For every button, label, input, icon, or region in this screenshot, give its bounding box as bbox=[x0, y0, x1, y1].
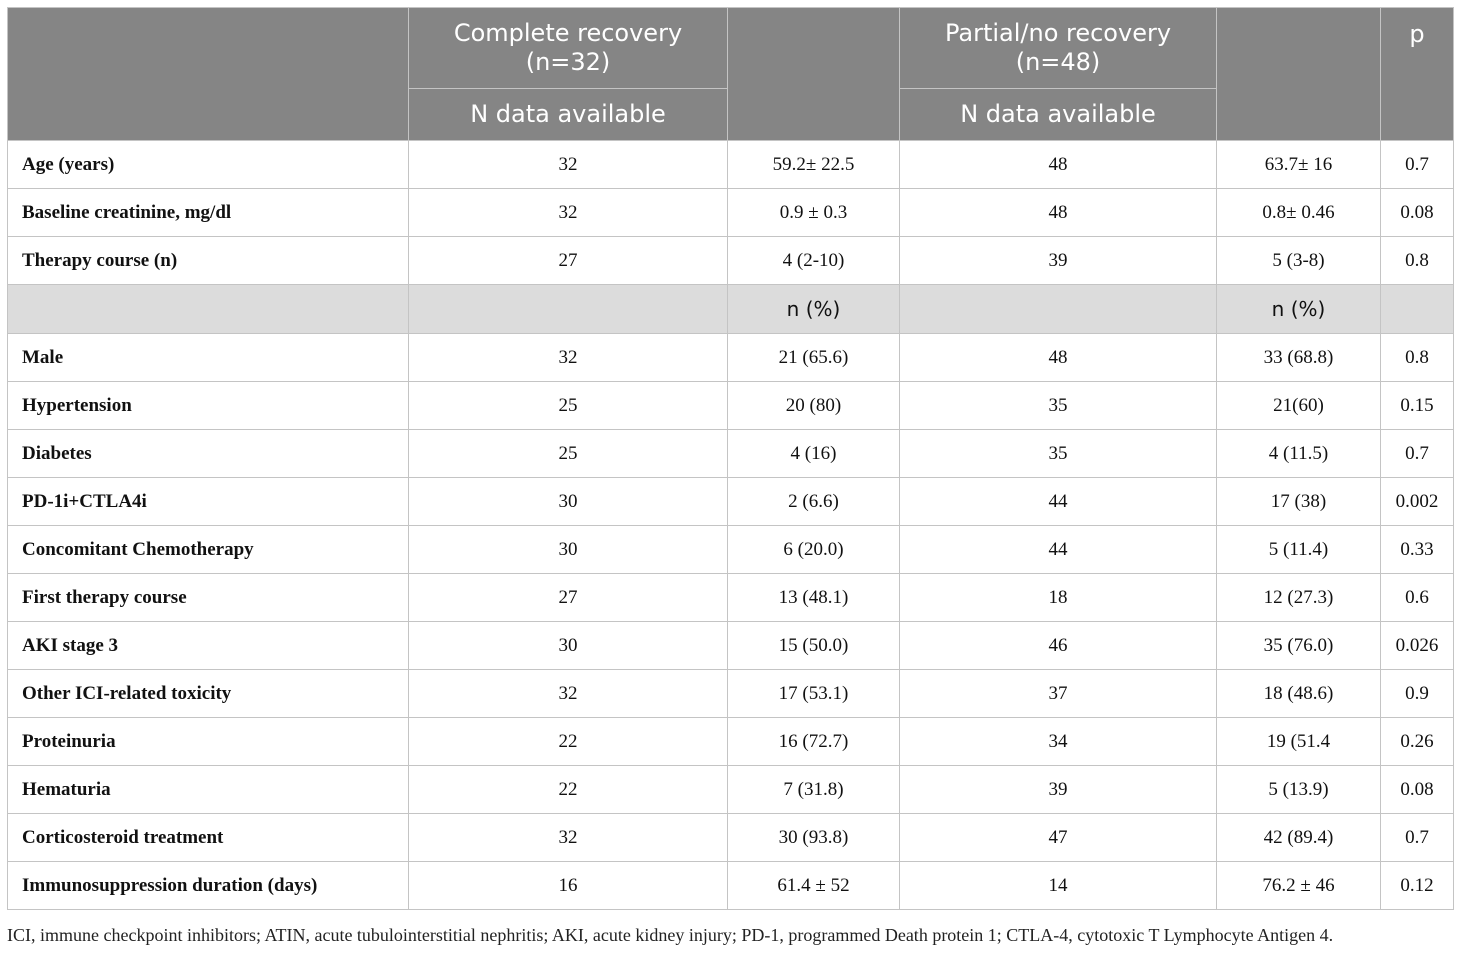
partial-n-available: 48 bbox=[900, 189, 1217, 237]
partial-value: 5 (11.4) bbox=[1217, 526, 1381, 574]
partial-value: 35 (76.0) bbox=[1217, 622, 1381, 670]
partial-n-available: 47 bbox=[900, 814, 1217, 862]
table-row bbox=[8, 574, 1454, 622]
p-value: 0.08 bbox=[1381, 189, 1454, 237]
row-label: Concomitant Chemotherapy bbox=[8, 526, 409, 574]
complete-n-available: 32 bbox=[409, 189, 728, 237]
row-label: Diabetes bbox=[8, 430, 409, 478]
p-value: 0.026 bbox=[1381, 622, 1454, 670]
p-value: 0.7 bbox=[1381, 430, 1454, 478]
table-row bbox=[8, 766, 1454, 814]
partial-value: 17 (38) bbox=[1217, 478, 1381, 526]
table-row bbox=[8, 382, 1454, 430]
complete-value: 21 (65.6) bbox=[728, 334, 900, 382]
header-empty-cell bbox=[8, 8, 409, 141]
partial-n-available: 37 bbox=[900, 670, 1217, 718]
complete-value: 61.4 ± 52 bbox=[728, 862, 900, 910]
row-label: Hematuria bbox=[8, 766, 409, 814]
table-header bbox=[8, 8, 1454, 141]
partial-n-available: 48 bbox=[900, 141, 1217, 189]
row-label: Immunosuppression duration (days) bbox=[8, 862, 409, 910]
partial-n-available: 35 bbox=[900, 382, 1217, 430]
partial-n-available: 46 bbox=[900, 622, 1217, 670]
table-row bbox=[8, 718, 1454, 766]
p-value: 0.08 bbox=[1381, 766, 1454, 814]
partial-n-available: 39 bbox=[900, 237, 1217, 285]
header-complete-recovery: Complete recovery (n=32) bbox=[409, 8, 728, 89]
header-p: p bbox=[1381, 8, 1454, 141]
partial-value: 42 (89.4) bbox=[1217, 814, 1381, 862]
row-label: Proteinuria bbox=[8, 718, 409, 766]
table-row bbox=[8, 237, 1454, 285]
p-value: 0.7 bbox=[1381, 141, 1454, 189]
complete-value: 2 (6.6) bbox=[728, 478, 900, 526]
p-value: 0.9 bbox=[1381, 670, 1454, 718]
partial-n-available: 39 bbox=[900, 766, 1217, 814]
p-value: 0.15 bbox=[1381, 382, 1454, 430]
partial-value: 76.2 ± 46 bbox=[1217, 862, 1381, 910]
complete-n-available: 30 bbox=[409, 478, 728, 526]
row-label: PD-1i+CTLA4i bbox=[8, 478, 409, 526]
subheader-empty-cell bbox=[8, 285, 409, 334]
complete-n-available: 16 bbox=[409, 862, 728, 910]
complete-n-available: 30 bbox=[409, 526, 728, 574]
complete-value: 30 (93.8) bbox=[728, 814, 900, 862]
table-row bbox=[8, 430, 1454, 478]
partial-value: 12 (27.3) bbox=[1217, 574, 1381, 622]
table-footnote: ICI, immune checkpoint inhibitors; ATIN, acute tubulointerstitial nephritis; AKI, acute kidney injury; PD-1, programmed Death protein 1; CTLA-4, cytotoxic T Lymphocyte Antigen 4. bbox=[7, 925, 1334, 945]
header-partial-recovery: Partial/no recovery (n=48) bbox=[900, 8, 1217, 89]
partial-value: 19 (51.4 bbox=[1217, 718, 1381, 766]
complete-n-available: 25 bbox=[409, 382, 728, 430]
complete-value: 0.9 ± 0.3 bbox=[728, 189, 900, 237]
complete-n-available: 32 bbox=[409, 141, 728, 189]
subheader-n-percent: n (%) bbox=[1217, 285, 1381, 334]
table-body-categorical bbox=[8, 334, 1454, 910]
complete-n-available: 32 bbox=[409, 814, 728, 862]
table-row bbox=[8, 189, 1454, 237]
results-table bbox=[7, 7, 1454, 910]
subheader-empty-cell bbox=[900, 285, 1217, 334]
p-value: 0.33 bbox=[1381, 526, 1454, 574]
partial-value: 33 (68.8) bbox=[1217, 334, 1381, 382]
subheader-empty-cell bbox=[1381, 285, 1454, 334]
table-subheader bbox=[8, 285, 1454, 334]
table-row bbox=[8, 334, 1454, 382]
complete-n-available: 27 bbox=[409, 574, 728, 622]
complete-value: 4 (2-10) bbox=[728, 237, 900, 285]
p-value: 0.26 bbox=[1381, 718, 1454, 766]
partial-value: 63.7± 16 bbox=[1217, 141, 1381, 189]
complete-value: 59.2± 22.5 bbox=[728, 141, 900, 189]
table-row bbox=[8, 141, 1454, 189]
table-row bbox=[8, 622, 1454, 670]
row-label: Male bbox=[8, 334, 409, 382]
complete-value: 17 (53.1) bbox=[728, 670, 900, 718]
partial-value: 4 (11.5) bbox=[1217, 430, 1381, 478]
complete-value: 6 (20.0) bbox=[728, 526, 900, 574]
row-label: Hypertension bbox=[8, 382, 409, 430]
p-value: 0.6 bbox=[1381, 574, 1454, 622]
table-row bbox=[8, 862, 1454, 910]
table-row bbox=[8, 814, 1454, 862]
complete-value: 15 (50.0) bbox=[728, 622, 900, 670]
p-value: 0.12 bbox=[1381, 862, 1454, 910]
row-label: AKI stage 3 bbox=[8, 622, 409, 670]
row-label: Baseline creatinine, mg/dl bbox=[8, 189, 409, 237]
complete-n-available: 30 bbox=[409, 622, 728, 670]
complete-n-available: 25 bbox=[409, 430, 728, 478]
subheader-n-percent: n (%) bbox=[728, 285, 900, 334]
header-empty-cell bbox=[728, 8, 900, 141]
partial-value: 5 (3-8) bbox=[1217, 237, 1381, 285]
partial-n-available: 48 bbox=[900, 334, 1217, 382]
header-n-data-available: N data available bbox=[409, 89, 728, 141]
subheader-empty-cell bbox=[409, 285, 728, 334]
complete-value: 20 (80) bbox=[728, 382, 900, 430]
partial-value: 0.8± 0.46 bbox=[1217, 189, 1381, 237]
partial-n-available: 14 bbox=[900, 862, 1217, 910]
complete-n-available: 32 bbox=[409, 334, 728, 382]
complete-n-available: 22 bbox=[409, 718, 728, 766]
row-label: Therapy course (n) bbox=[8, 237, 409, 285]
table-row bbox=[8, 478, 1454, 526]
partial-n-available: 34 bbox=[900, 718, 1217, 766]
header-empty-cell bbox=[1217, 8, 1381, 141]
row-label: First therapy course bbox=[8, 574, 409, 622]
complete-value: 7 (31.8) bbox=[728, 766, 900, 814]
partial-n-available: 44 bbox=[900, 478, 1217, 526]
p-value: 0.8 bbox=[1381, 334, 1454, 382]
row-label: Corticosteroid treatment bbox=[8, 814, 409, 862]
partial-value: 21(60) bbox=[1217, 382, 1381, 430]
header-n-data-available: N data available bbox=[900, 89, 1217, 141]
row-label: Other ICI-related toxicity bbox=[8, 670, 409, 718]
partial-n-available: 18 bbox=[900, 574, 1217, 622]
table-row bbox=[8, 670, 1454, 718]
p-value: 0.002 bbox=[1381, 478, 1454, 526]
partial-value: 18 (48.6) bbox=[1217, 670, 1381, 718]
complete-n-available: 27 bbox=[409, 237, 728, 285]
complete-value: 16 (72.7) bbox=[728, 718, 900, 766]
complete-n-available: 22 bbox=[409, 766, 728, 814]
table-body-continuous bbox=[8, 141, 1454, 285]
row-label: Age (years) bbox=[8, 141, 409, 189]
partial-n-available: 44 bbox=[900, 526, 1217, 574]
complete-value: 4 (16) bbox=[728, 430, 900, 478]
complete-n-available: 32 bbox=[409, 670, 728, 718]
partial-value: 5 (13.9) bbox=[1217, 766, 1381, 814]
p-value: 0.7 bbox=[1381, 814, 1454, 862]
p-value: 0.8 bbox=[1381, 237, 1454, 285]
partial-n-available: 35 bbox=[900, 430, 1217, 478]
complete-value: 13 (48.1) bbox=[728, 574, 900, 622]
table-row bbox=[8, 526, 1454, 574]
